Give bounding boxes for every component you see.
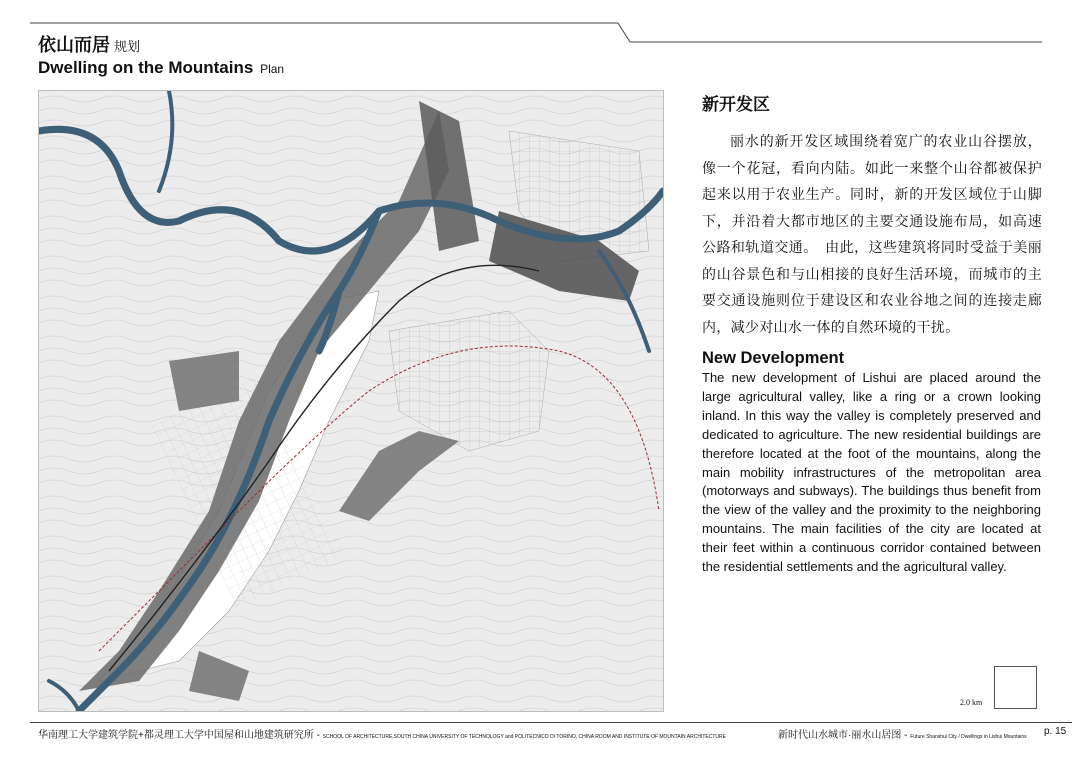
footer-right-zh: 新时代山水城市·丽水山居图 - [778,730,908,741]
footer-left-zh: 华南理工大学建筑学院+都灵理工大学中国屋和山地建筑研究所 - [38,730,320,741]
title-en-text: Dwelling on the Mountains [38,58,254,77]
footer-institution [38,726,726,741]
footer-rule [30,722,1072,723]
map-drawing [39,91,663,711]
scale-box [994,666,1037,709]
footer-project [778,726,1027,741]
page-number: p. 15 [1044,726,1067,737]
title-zh-text: 依山而居 [38,35,110,55]
plan-map [38,90,664,712]
section-heading-zh: 新开发区 [702,95,770,114]
page-title-zh [38,31,140,57]
body-text-zh: 丽水的新开发区域围绕着宽广的农业山谷摆放，像一个花冠，看向内陆。如此一来整个山谷都被保护起来以用于农业生产。同时，新的开发区域位于山脚下，并沿着大都市地区的主要交通设施布局，如高速公路和轨道交通。 由此，这些建筑将同时受益于美丽的山谷景色和与山相接的良好生活环境，而城市的主要交通设施则位于建设区和农业谷地之间的连接走廊内，减少对山水一体的自然环境的干扰。 [702,133,1042,335]
footer-right-en: Future Shanshui City / Dwellings in Lishui Mountains [910,734,1027,740]
body-text-en: The new development of Lishui are placed around the large agricultural valley, like a ring or a crown looking inland. In this way the valley is completely preserved and dedicated to agriculture. The new residential buildings are therefore located at the foot of the mountains, along the main mobility infrastructures of the metropolitan area (motorways and subways). The buildings thus benefit from the view of the valley and the proximity to the neighboring mountains. The main facilities of the city are located at their feet within a continuous corridor contained between the residential settlements and the agricultural valley. [702,370,1041,575]
title-en-sub: Plan [260,62,285,76]
title-zh-sub: 规划 [114,39,141,54]
section-heading-en: New Development [702,349,845,367]
page-title-en [38,58,284,78]
header-rule [0,0,1080,50]
settlement-west [169,351,239,411]
scale-label: 2.0 km [960,698,983,707]
footer-left-en: SCHOOL OF ARCHITECTURE,SOUTH CHINA UNIVERSITY OF TECHNOLOGY and POLITECNICO DI TORINO, CHINA ROOM AND INSTITUTE OF MOUNTAIN ARCHITECTURE [322,734,726,740]
